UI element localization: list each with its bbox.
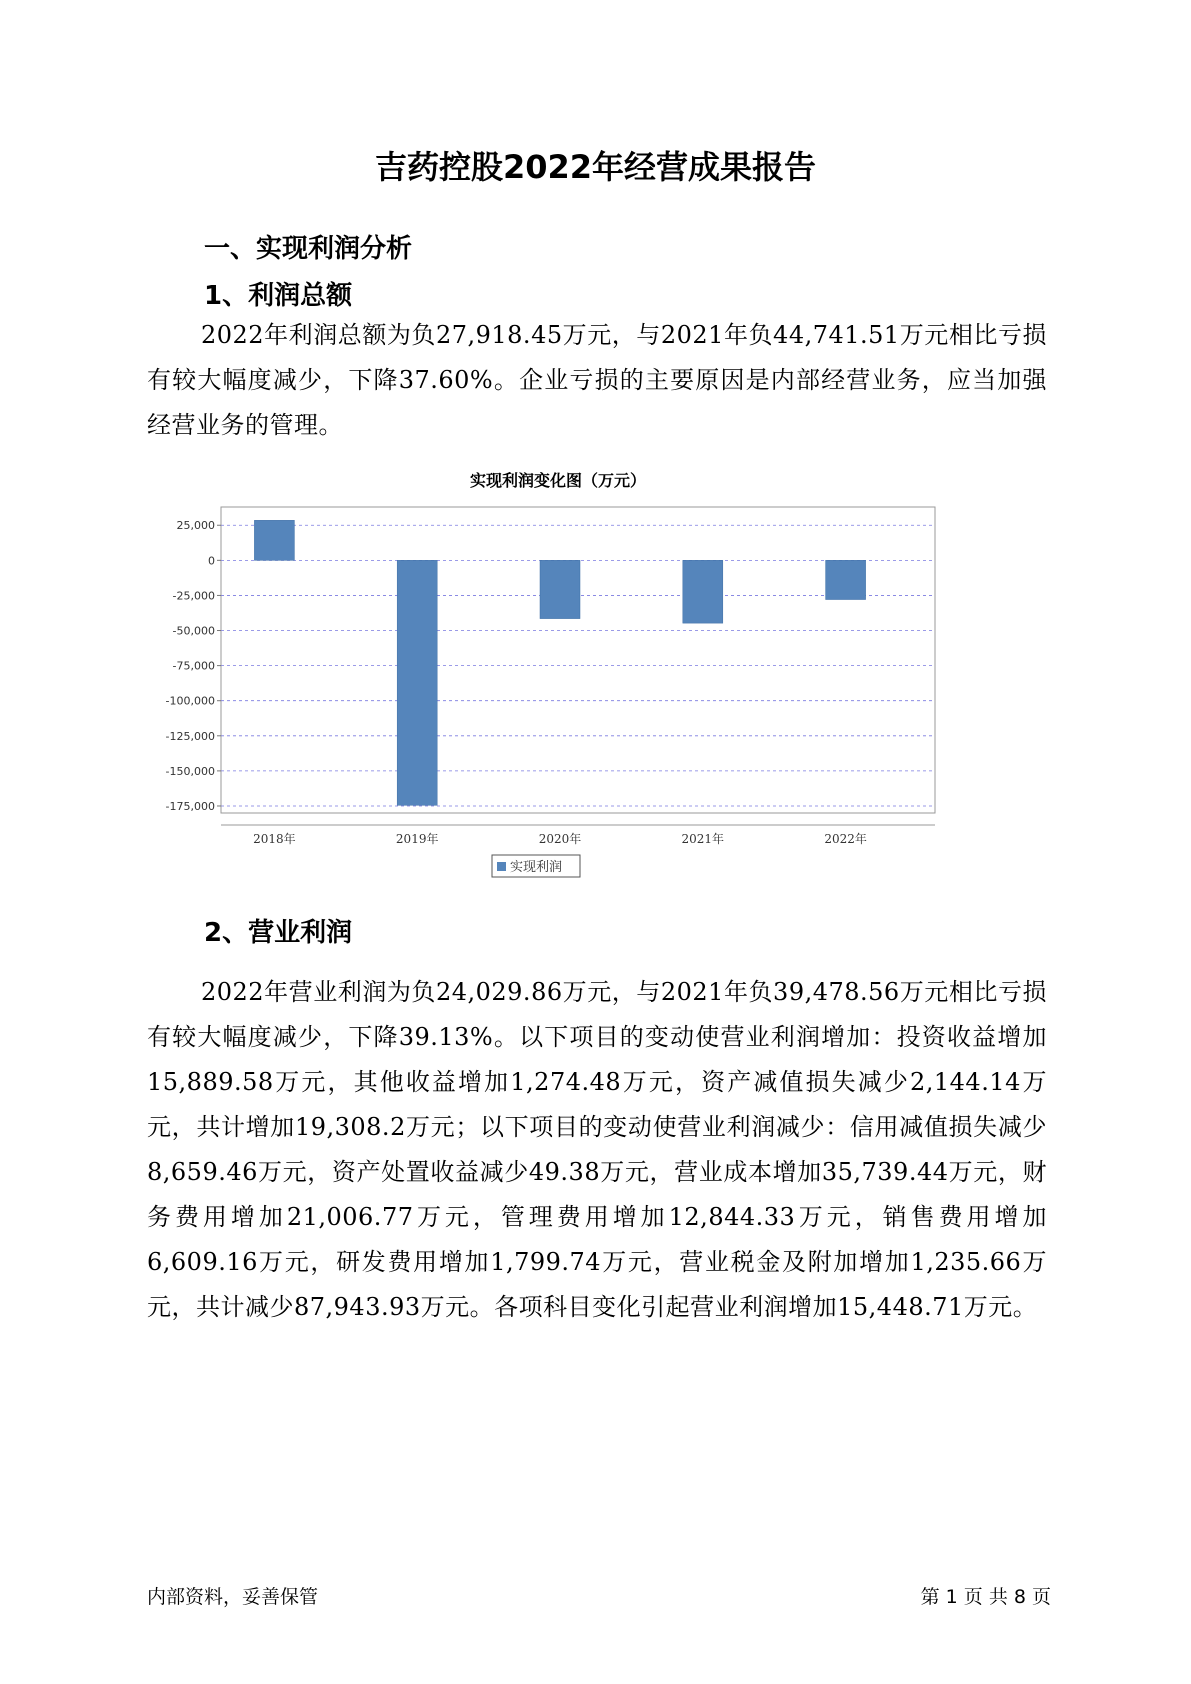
paragraph-total-profit: 2022年利润总额为负27,918.45万元，与2021年负44,741.51万元相比亏损有较大幅度减少，下降37.60%。企业亏损的主要原因是内部经营业务，应当加强经营业务的管理。 bbox=[147, 321, 1047, 439]
x-tick-label: 2021年 bbox=[681, 832, 725, 846]
x-tick-label: 2018年 bbox=[253, 832, 296, 846]
subheading-operating-profit: 2、营业利润 bbox=[204, 918, 353, 948]
page-title: 吉药控股2022年经营成果报告 bbox=[374, 148, 817, 186]
footer-page-number: 第 1 页 共 8 页 bbox=[920, 1586, 1051, 1608]
plot-area bbox=[221, 507, 935, 813]
y-tick-label: -25,000 bbox=[172, 589, 215, 603]
y-tick-label: -150,000 bbox=[165, 764, 215, 778]
chart-title: 实现利润变化图（万元） bbox=[469, 471, 647, 490]
bar bbox=[254, 520, 294, 560]
x-tick-label: 2022年 bbox=[824, 832, 867, 846]
profit-bar-chart bbox=[147, 471, 957, 895]
bar bbox=[397, 560, 437, 805]
bar bbox=[826, 560, 866, 599]
footer-confidential-note: 内部资料，妥善保管 bbox=[147, 1586, 319, 1608]
paragraph-operating-profit: 2022年营业利润为负24,029.86万元，与2021年负39,478.56万元相比亏损有较大幅度减少，下降39.13%。以下项目的变动使营业利润增加：投资收益增加15,889.58万元，其他收益增加1,274.48万元，资产减值损失减少2,144.14万元，共计增加19,308.2万元；以下项目的变动使营业利润减少：信用减值损失减少8,659.46万元，资产处置收益减少49.38万元，营业成本增加35,739.44万元，财务费用增加21,006.77万元，管理费用增加12,844.33万元，销售费用增加6,609.16万元，研发费用增加1,799.74万元，营业税金及附加增加1,235.66万元，共计减少87,943.93万元。各项科目变化引起营业利润增加15,448.71万元。 bbox=[147, 978, 1047, 1321]
y-tick-label: -100,000 bbox=[165, 694, 215, 708]
legend-swatch bbox=[497, 862, 506, 871]
y-tick-label: -75,000 bbox=[172, 659, 215, 673]
x-tick-label: 2020年 bbox=[538, 832, 582, 846]
y-tick-label: -50,000 bbox=[172, 624, 215, 638]
y-tick-label: 0 bbox=[208, 554, 215, 568]
section-heading-profit-analysis: 一、实现利润分析 bbox=[204, 234, 413, 264]
bar bbox=[540, 560, 580, 618]
y-tick-label: 25,000 bbox=[176, 519, 215, 533]
y-tick-label: -175,000 bbox=[165, 799, 215, 813]
legend-label: 实现利润 bbox=[510, 860, 563, 875]
bar bbox=[683, 560, 723, 623]
subheading-total-profit: 1、利润总额 bbox=[204, 281, 353, 311]
x-tick-label: 2019年 bbox=[395, 832, 439, 846]
y-tick-label: -125,000 bbox=[165, 729, 215, 743]
